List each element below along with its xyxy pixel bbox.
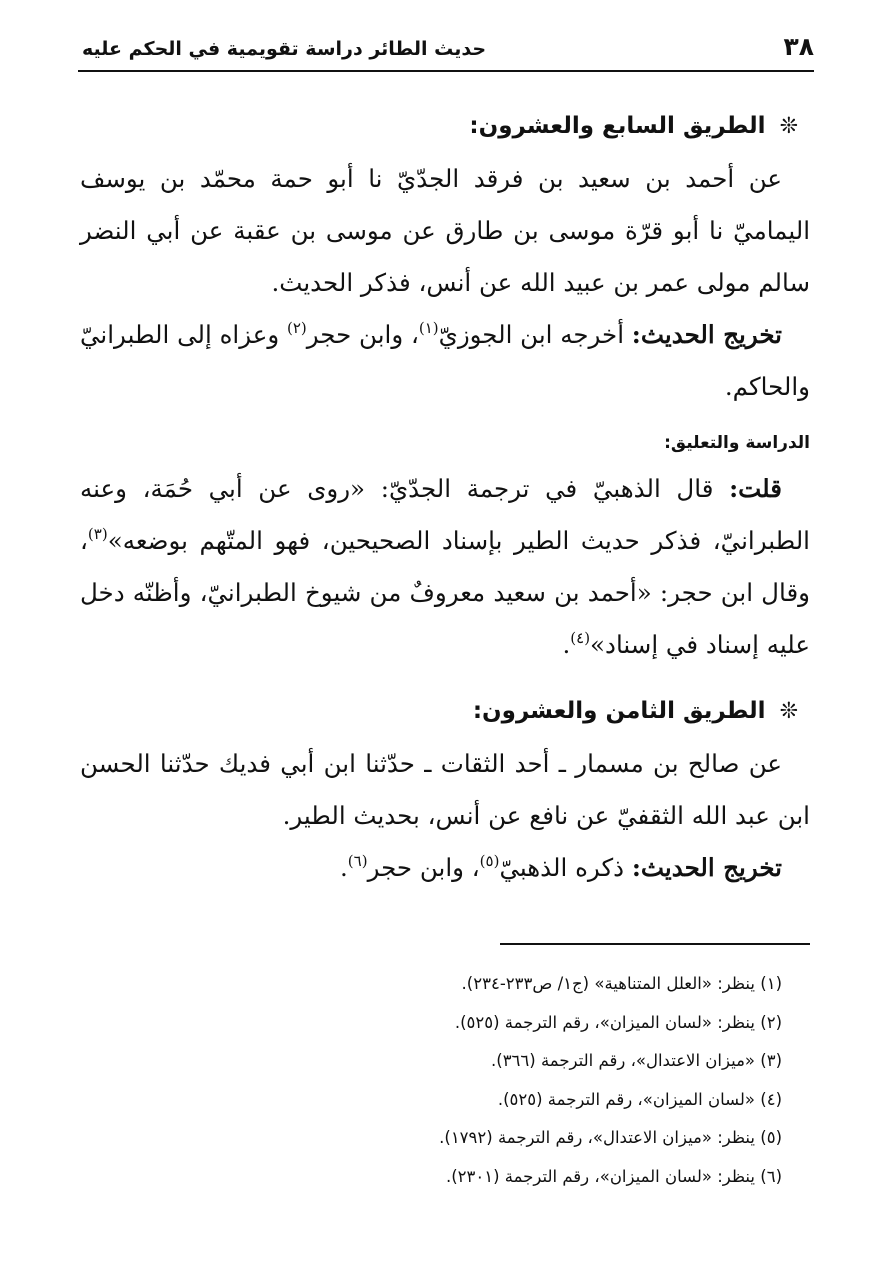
footnote-4: (٤) «لسان الميزان»، رقم الترجمة (٥٢٥). [497, 1089, 782, 1109]
asterism-icon: ❊ [779, 699, 798, 724]
section-heading-27-text: الطريق السابع والعشرون: [469, 113, 766, 139]
main-text [80, 100, 810, 894]
study-paragraph [80, 463, 810, 671]
study-heading: الدراسة والتعليق: [664, 433, 810, 453]
footnote-ref[interactable]: (٥) [479, 852, 500, 870]
takhrij-text: أخرجه ابن الجوزيّ [438, 320, 632, 349]
running-title: حديث الطائر دراسة تقويمية في الحكم عليه [82, 38, 487, 60]
running-header [78, 30, 814, 70]
section-heading-28 [80, 685, 810, 738]
asterism-icon: ❊ [779, 114, 798, 139]
footnote-separator [500, 943, 810, 945]
takhrij-text: ، وابن حجر [306, 320, 419, 349]
takhrij-label: تخريج الحديث: [631, 853, 782, 882]
study-label: قلت: [729, 474, 782, 503]
footnote-1: (١) ينظر: «العلل المتناهية» (ج١/ ص٢٣٣-٢٣٤). [461, 974, 782, 993]
takhrij-paragraph-28 [80, 842, 810, 894]
chain-paragraph-27: عن أحمد بن سعيد بن فرقد الجدّيّ نا أبو حمة محمّد بن يوسف اليماميّ نا أبو قرّة موسى بن طارق عن موسى بن عقبة عن أبي النضر سالم مولى عمر بن عبيد الله عن أنس، فذكر الحديث. [80, 164, 810, 297]
header-rule [78, 70, 814, 72]
page-number: ٣٨ [783, 32, 814, 61]
takhrij-text: ، وابن حجر [367, 853, 480, 882]
footnote-ref[interactable]: (٤) [570, 629, 591, 647]
study-text: . [562, 630, 571, 659]
footnote-ref[interactable]: (١) [418, 319, 439, 337]
footnote-ref[interactable]: (٢) [287, 319, 307, 337]
footnote-ref[interactable]: (٦) [347, 852, 368, 870]
footnote-2: (٢) ينظر: «لسان الميزان»، رقم الترجمة (٥٢٥). [454, 1012, 782, 1032]
footnote-6: (٦) ينظر: «لسان الميزان»، رقم الترجمة (٢٣٠١). [445, 1166, 782, 1186]
footnotes [80, 965, 810, 1196]
takhrij-text: . [340, 853, 348, 882]
takhrij-label: تخريج الحديث: [631, 320, 782, 349]
takhrij-paragraph-27 [80, 309, 810, 413]
footnote-ref[interactable]: (٣) [87, 525, 108, 543]
chain-paragraph-28: عن صالح بن مسمار ـ أحد الثقات ـ حدّثنا ابن أبي فديك حدّثنا الحسن ابن عبد الله الثقفيّ عن نافع عن أنس، بحديث الطير. [80, 749, 810, 830]
takhrij-text: ذكره الذهبيّ [499, 853, 632, 882]
footnote-5: (٥) ينظر: «ميزان الاعتدال»، رقم الترجمة (١٧٩٢). [439, 1128, 782, 1147]
takhrij-text: وعزاه إلى الطبرانيّ والحاكم. [80, 320, 810, 401]
section-heading-27 [80, 100, 810, 153]
study-text: قال الذهبيّ في ترجمة الجدّيّ: «روى عن أبي حُمَة، وعنه الطبرانيّ، فذكر حديث الطير بإسناد الصحيحين، فهو المتّهم بوضعه» [80, 474, 810, 555]
footnote-3: (٣) «ميزان الاعتدال»، رقم الترجمة (٣٦٦). [491, 1051, 782, 1070]
study-text: ، وقال ابن حجر: «أحمد بن سعيد معروفٌ من شيوخ الطبرانيّ، وأظنّه دخل عليه إسناد في إسناد» [80, 526, 810, 659]
section-heading-28-text: الطريق الثامن والعشرون: [472, 698, 766, 724]
